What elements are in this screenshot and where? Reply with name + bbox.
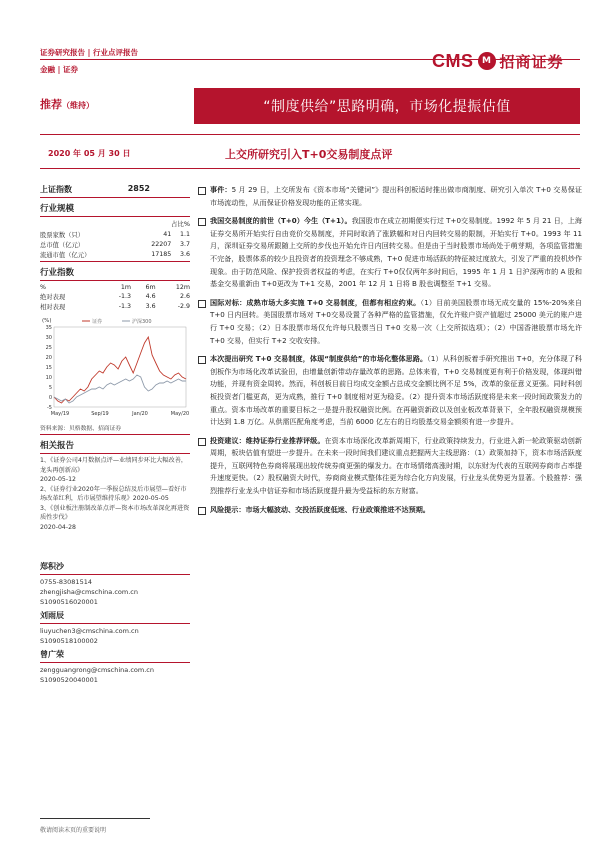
- x-tick-label: May/20: [170, 411, 190, 417]
- series-line-0: [54, 337, 186, 403]
- paragraph: 事件：5 月 29 日，上交所发布《资本市场“关键词”》提出科创板适时推出做市商制度、研究引入单次 T+0 交易保证市场流动性，从而保证价格发现功能的正常实现。: [210, 184, 582, 209]
- sector-line: 金融 | 证券: [40, 65, 78, 74]
- divider: [40, 623, 190, 624]
- paragraph: 本次提出研究 T+0 交易制度，体现“制度供给”的市场化整体思路。（1）从科创板着手研究推出 T+0，充分体现了科创板作为市场化改革试验田，由增量创新带动存量改革的思路。总体来看，T+0 交易制度更有利于价格发现，体现纠错功能，并现有资金周转。然而，科创板目前日均成交金额占总成交金额比例不足 5%，改革的象征意义更强。同时科创板投资者门槛更高，更为成熟，推行 T+0 制度相对更为稳妥。（2）提升资本市场活跃度将是未来一段时间政策发力的重点。资本市场改革的重要目标之一是提升股权融资比例。在再融资新政以及创业板改革背景下，全年股权融资规模预计达到 1.8 万亿。从供需匹配角度考虑，当前 6000 亿左右的日均股基交易金额须有进一步提升。: [210, 353, 582, 429]
- rating-label: 推荐（维持）: [40, 98, 94, 111]
- report-date: 2020 年 05 月 30 日: [48, 149, 131, 158]
- table-row: 绝对表现 -1.3 4.6 2.6: [40, 292, 190, 301]
- analyst-cert: S1090520040001: [40, 676, 98, 684]
- analyst-name: 郑积沙: [40, 562, 64, 571]
- performance-chart: [40, 313, 190, 421]
- report-headline: “制度供给”思路明确，市场化提振估值: [194, 88, 580, 124]
- x-tick-label: Jan/20: [132, 411, 148, 417]
- analyst-cert: S1090518100002: [40, 637, 98, 645]
- table-row: 总市值（亿元） 22207 3.7: [40, 240, 190, 249]
- analyst-email[interactable]: zengguangrong@cmschina.com.cn: [40, 666, 154, 674]
- y-tick-label: 15: [45, 364, 52, 371]
- paragraph: 国际对标：成熟市场大多实施 T+0 交易制度，但都有相应约束。（1）目前美国股票市场无成交量的 15%-20%来自 T+0 日内回转。美国股票市场对 T+0交易设置了各种严格的监管措施，仅允许账户资产值超过 25000 美元的账户进行 T+0 交易；（2）日本股票市场仅允许每只股票当日 T+0 交易一次（上交所拟选项）；（2）中国香港股票市场允许 T+0 交易，但实行 T+2 交收安排。: [210, 297, 582, 347]
- cms-logo: CMS M 招商证券: [432, 50, 564, 71]
- perf-table: [40, 283, 190, 311]
- divider: [40, 574, 190, 575]
- checkbox-bullet-icon: [198, 507, 206, 515]
- scale-table: [40, 229, 190, 259]
- checkbox-bullet-icon: [198, 356, 206, 364]
- checkbox-bullet-icon: [198, 218, 206, 226]
- legend-label: 证券: [92, 319, 103, 325]
- paragraph: 我国交易制度的前世（T+0）今生（T+1）。我国股市在成立初期便实行过 T+0交易制度。1992 年 5 月 21 日，上海证券交易所开始实行自由竞价交易制度，并同时取消了涨跌幅和对日内回转交易的限制，开始实行 T+0。1993 年 11 月，深圳证券交易所跟随上交所的步伐也开始允许日内回转交易。但是由于当时股票市场尚处于萌芽期，各项监管措施不完备，股票体系的较少且投资者的投资理念不够成熟，T+0 促进市场活跃的特征被过度放大，引发了严重的投机炒作现象。由于防范风险、保护投资者权益的考虑，在实行 T+0仅仅两年多时间后，1995 年 1 月 1 日沪深两市的 A 股和基金交易重新由 T+0更改为 T+1 交易，2001 年 12 月 1 日将 B 股也调整至 T+1 交易。: [210, 215, 582, 291]
- related-title: 相关报告: [40, 441, 75, 451]
- analyst-phone: 0755-83081514: [40, 578, 92, 586]
- index-row: 上证指数 2852: [40, 184, 150, 194]
- legend-label: 沪深300: [132, 319, 152, 325]
- y-tick-label: 0: [48, 394, 52, 401]
- y-tick-label: 20: [45, 354, 52, 361]
- analyst-email[interactable]: zhengjisha@cmschina.com.cn: [40, 588, 138, 596]
- analyst-email[interactable]: liuyuchen3@cmschina.com.cn: [40, 627, 139, 635]
- y-tick-label: -5: [47, 404, 52, 411]
- y-tick-label: 35: [45, 324, 52, 331]
- paragraph: 风险提示：市场大幅波动、交投活跃度低迷、行业政策推进不达预期。: [210, 504, 582, 517]
- y-tick-label: 25: [45, 344, 52, 351]
- footer-note: 敬请阅读末页的重要说明: [40, 827, 107, 834]
- divider: [40, 261, 190, 262]
- analyst-cert: S1090516020001: [40, 598, 98, 606]
- footer-rule: [40, 818, 150, 819]
- divider: [40, 197, 190, 198]
- table-row: 相对表现 -1.3 3.6 -2.9: [40, 302, 190, 311]
- scale-title: 行业规模: [40, 204, 75, 214]
- report-type-line: 证券研究报告 | 行业点评报告: [40, 48, 138, 57]
- checkbox-bullet-icon: [198, 187, 206, 195]
- table-row: % 1m 6m 12m: [40, 283, 190, 291]
- divider: [40, 453, 190, 454]
- analyst-name: 刘雨辰: [40, 611, 64, 620]
- x-tick-label: May/19: [50, 411, 70, 417]
- perf-title: 行业指数: [40, 268, 75, 278]
- series-line-1: [54, 375, 186, 403]
- divider: [40, 280, 190, 281]
- title-rule-top: [40, 134, 580, 135]
- y-tick-label: 30: [45, 334, 52, 341]
- y-tick-label: 5: [48, 384, 52, 391]
- scale-unit: 占比%: [170, 220, 190, 228]
- related-date: 2020-05-12: [40, 476, 76, 483]
- y-tick-label: 10: [45, 374, 52, 381]
- related-date: 2020-04-28: [40, 523, 76, 531]
- report-body: [210, 184, 582, 522]
- x-tick-label: Sep/19: [91, 411, 109, 417]
- table-row: 股票家数（只） 41 1.1: [40, 230, 190, 239]
- plot-area: [54, 327, 186, 407]
- analyst-block: [40, 562, 190, 685]
- report-subtitle: 上交所研究引入T+0交易制度点评: [225, 148, 393, 161]
- chart-source: 资料来源：贝格数据、招商证券: [40, 426, 122, 432]
- title-rule-bottom: [40, 168, 580, 169]
- paragraph: 投资建议：维持证券行业推荐评级。在资本市场深化改革新周期下，行业政策持续发力，行业进入新一轮政策驱动创新周期，板块估值有望进一步提升。在未来一段时间我们建议重点把握两大主线思路：（1）政策加持下，资本市场活跃度提升，互联网特色券商将展现出较传统券商更强的爆发力。在市场情绪高涨时期，以东财为代表的互联网券商市占率提升速度更快。（2）股权融资大时代，券商商业模式整体往更为综合化方向发展，行业龙头优势更为显著。个股推荐：强烈推荐行业龙头中信证券和市场活跃度提升最为受益标的东方财富。: [210, 435, 582, 498]
- divider: [40, 216, 190, 217]
- related-item[interactable]: 1、《证券公司4月数据点评—业绩同步环比大幅改善，龙头再创新高》: [40, 457, 188, 474]
- analyst-name: 曾广荣: [40, 650, 64, 659]
- chart-ylabel: (%): [42, 318, 52, 324]
- table-row: 流通市值（亿元） 17185 3.6: [40, 250, 190, 259]
- related-item[interactable]: 2、《证券行业2020年一季报总结及后市展望—看好市场改革红利，后市展望维持乐观》2020-05-05: [40, 485, 187, 502]
- checkbox-bullet-icon: [198, 300, 206, 308]
- related-item[interactable]: 3、《创业板注册制改革点评—资本市场改革深化再进资质性步伐》: [40, 504, 190, 521]
- divider: [40, 662, 190, 663]
- sidebar: [40, 176, 190, 685]
- logo-mark-icon: M: [478, 52, 496, 70]
- checkbox-bullet-icon: [198, 438, 206, 446]
- divider: [40, 434, 190, 435]
